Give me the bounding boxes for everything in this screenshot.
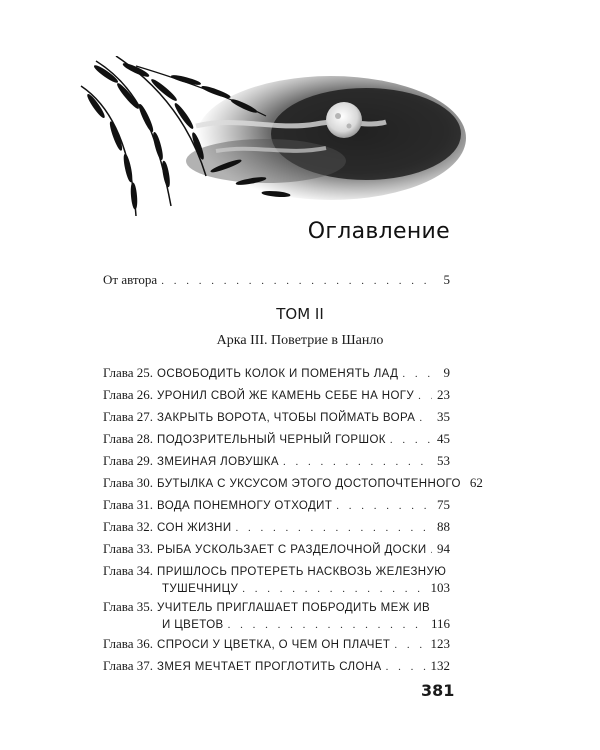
moon [326,102,362,138]
chapter-page: 116 [430,616,450,631]
dot-leader [431,544,433,556]
chapter-title-line1: ПРИШЛОСЬ ПРОТЕРЕТЬ НАСКВОЗЬ ЖЕЛЕЗНУЮ [157,566,447,578]
moon-crater [347,124,352,129]
chapter-page: 53 [437,453,450,468]
chapter-number: Глава 27. [103,409,154,424]
chapter-title: ПОДОЗРИТЕЛЬНЫЙ ЧЕРНЫЙ ГОРШОК [157,434,386,446]
chapter-title: УРОНИЛ СВОЙ ЖЕ КАМЕНЬ СЕБЕ НА НОГУ [157,390,415,402]
chapter-title: БУТЫЛКА С УКСУСОМ ЭТОГО ДОСТОПОЧТЕННОГО [157,478,461,490]
chapter-page: 123 [430,636,450,651]
chapter-page: 62 [469,475,483,490]
chapter-number: Глава 29. [103,453,154,468]
toc-entry-chapter[interactable] [103,541,450,557]
dot-leader [419,412,432,424]
chapter-title: ЗМЕИНАЯ ЛОВУШКА [157,456,279,468]
chapter-page: 88 [437,519,450,534]
dot-leader [236,522,432,534]
chapter-page: 35 [437,409,450,424]
chapter-number: Глава 31. [103,497,154,512]
toc-entry-chapter[interactable] [103,475,483,491]
light-wisp [216,148,326,151]
willow-moon-illustration [76,56,466,216]
toc-entry-chapter[interactable] [103,453,450,469]
chapter-number: Глава 33. [103,541,154,556]
toc-entry-chapter[interactable] [103,563,450,579]
toc-entry-chapter[interactable] [103,387,450,403]
dot-leader [402,368,432,380]
chapter-number: Глава 35. [103,599,154,614]
chapter-number: Глава 36. [103,636,154,651]
toc-entry-chapter[interactable] [103,431,450,447]
chapter-page: 103 [430,580,450,595]
toc-entry-preface[interactable] [103,272,450,288]
chapter-number: Глава 30. [103,475,154,490]
chapter-number: Глава 37. [103,658,154,673]
chapter-number: Глава 34. [103,563,154,578]
chapter-number: Глава 25. [103,365,154,380]
chapter-page: 23 [437,387,450,402]
chapter-title: ВОДА ПОНЕМНОГУ ОТХОДИТ [157,500,333,512]
chapter-title: ЗМЕЯ МЕЧТАЕТ ПРОГЛОТИТЬ СЛОНА [157,661,382,673]
dot-leader [390,434,432,446]
chapter-title: СПРОСИ У ЦВЕТКА, О ЧЕМ ОН ПЛАЧЕТ [157,639,391,651]
dot-leader [418,390,432,402]
toc-heading: Оглавление [307,219,450,244]
toc-entry-chapter[interactable] [103,636,450,652]
chapter-title: РЫБА УСКОЛЬЗАЕТ С РАЗДЕЛОЧНОЙ ДОСКИ [157,544,427,556]
chapter-number: Глава 28. [103,431,154,446]
chapter-number: Глава 32. [103,519,154,534]
chapter-title-line1: УЧИТЕЛЬ ПРИГЛАШАЕТ ПОБРОДИТЬ МЕЖ ИВ [157,602,431,614]
toc-entry-chapter[interactable] [103,497,450,513]
chapter-number: Глава 26. [103,387,154,402]
toc-entry-chapter[interactable] [103,658,450,674]
arc-title: Арка III. Поветрие в Шанло [216,333,384,348]
chapter-page: 45 [437,431,450,446]
dot-leader [242,583,426,595]
toc-entry-continuation[interactable] [162,580,450,596]
chapter-page: 9 [443,365,450,380]
page-number: 381 [421,681,455,700]
chapter-title: ОСВОБОДИТЬ КОЛОК И ПОМЕНЯТЬ ЛАД [157,368,399,380]
dot-leader [228,619,427,631]
dot-leader [394,639,426,651]
toc-entry-chapter[interactable] [103,365,450,381]
toc-entry-page: 5 [443,272,450,287]
dot-leader [386,661,427,673]
chapter-title: ЗАКРЫТЬ ВОРОТА, ЧТОБЫ ПОЙМАТЬ ВОРА [157,412,416,424]
chapter-page: 94 [437,541,450,556]
chapter-page: 75 [437,497,450,512]
toc-entry-chapter[interactable] [103,519,450,535]
toc-entry-label: От автора [103,272,158,287]
moon-crater [335,113,341,119]
toc-entry-chapter[interactable] [103,409,450,425]
smoke-wisp [186,139,346,183]
toc-entry-chapter[interactable] [103,599,450,615]
chapter-title: СОН ЖИЗНИ [157,522,232,534]
dot-leader [161,275,432,287]
chapter-page: 132 [430,658,450,673]
toc-entry-continuation[interactable] [162,616,450,632]
chapter-title-line2: И ЦВЕТОВ [162,619,224,631]
dot-leader [336,500,432,512]
chapter-title-line2: ТУШЕЧНИЦУ [162,583,239,595]
volume-title: ТОМ II [276,305,324,323]
dot-leader [283,456,432,468]
